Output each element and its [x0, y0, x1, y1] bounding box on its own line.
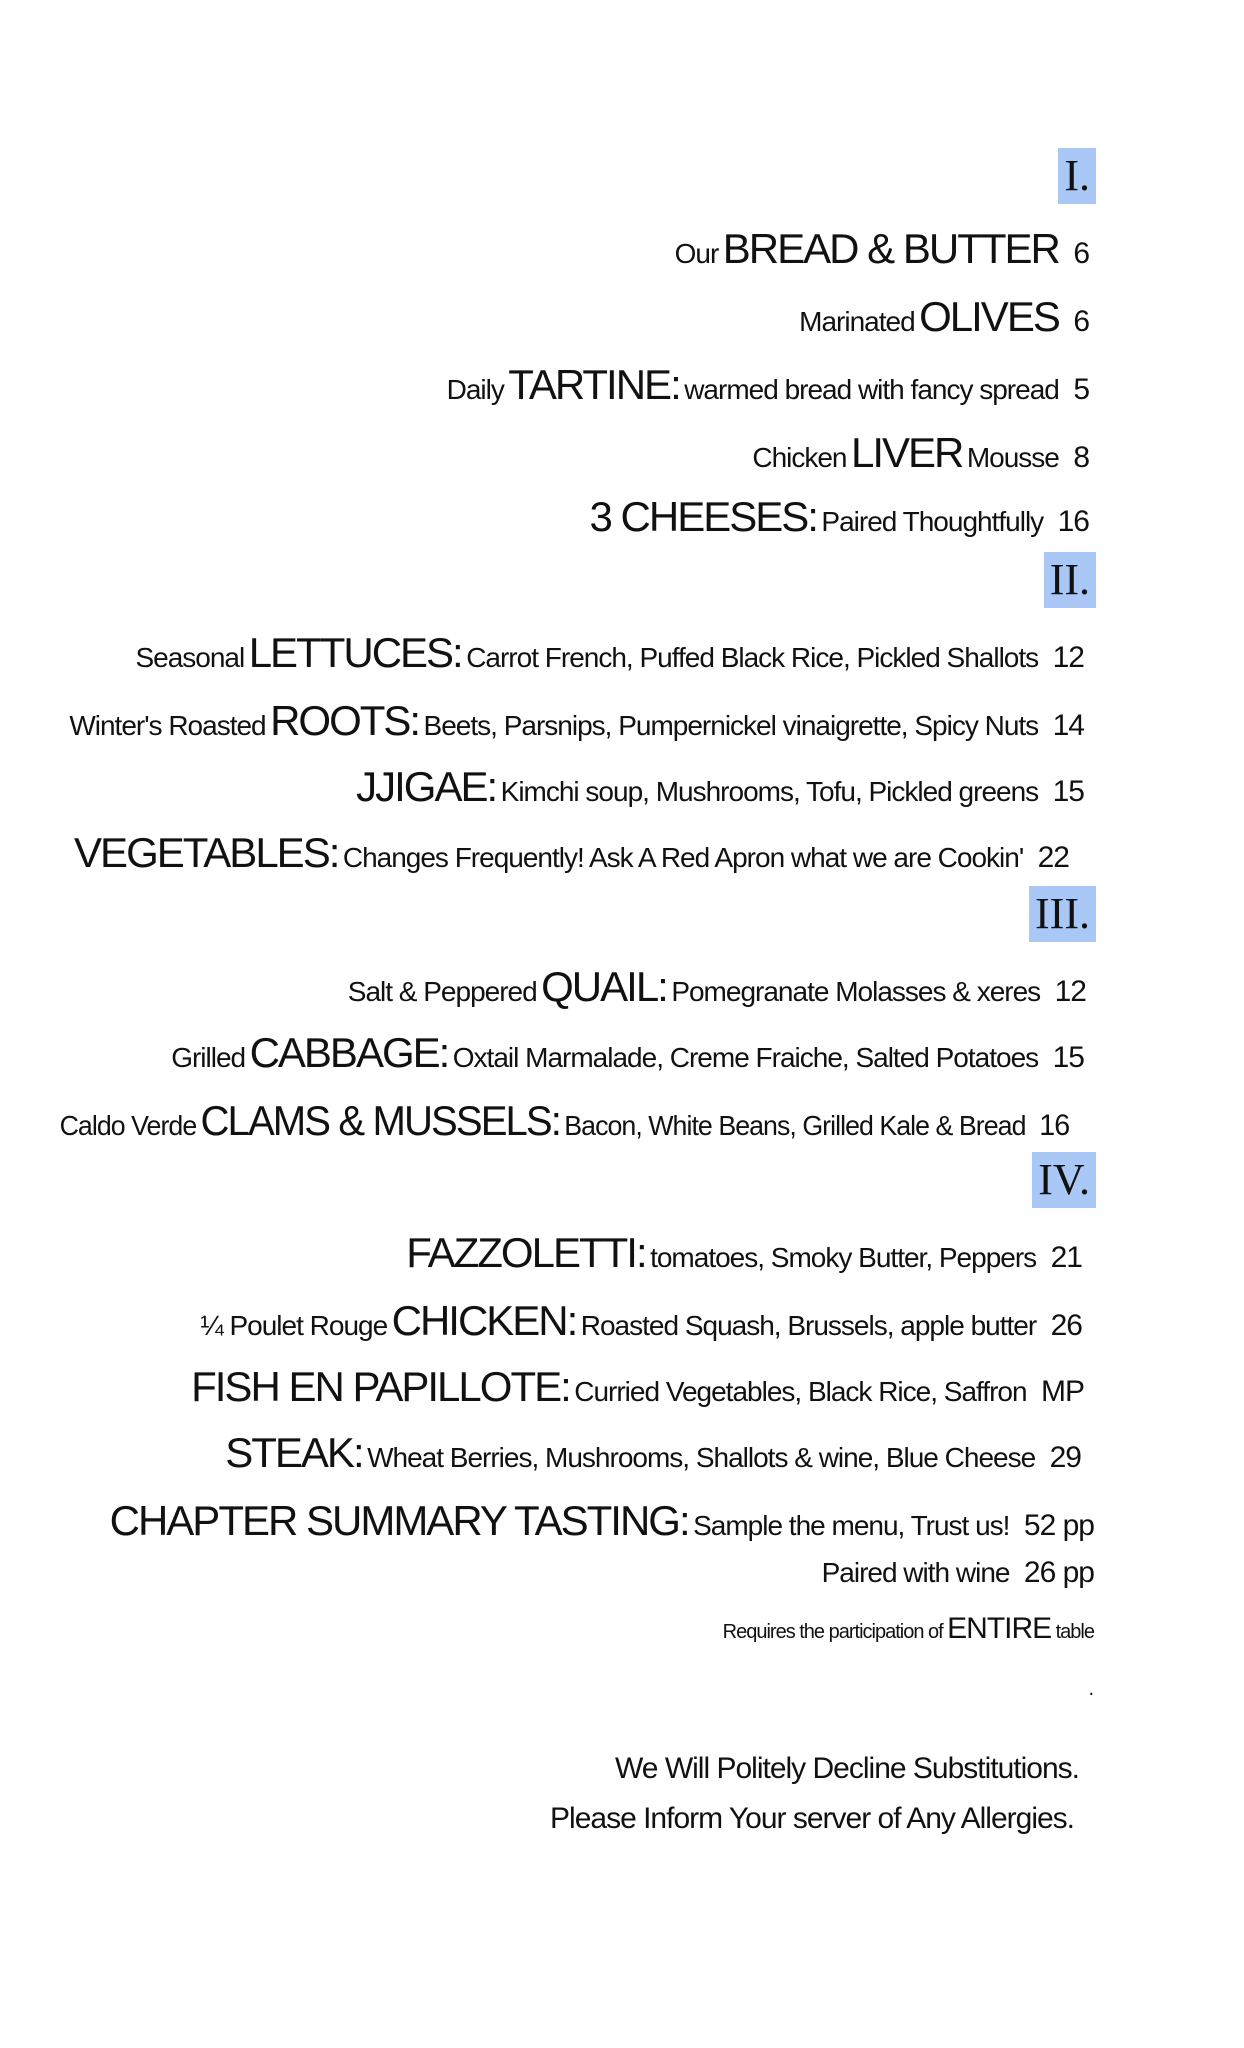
menu-item-jjigae — [356, 763, 1084, 810]
menu-item-tasting — [109, 1497, 1094, 1544]
item-name: CABBAGE: — [249, 1029, 449, 1076]
item-name: LETTUCES: — [248, 629, 462, 676]
item-name: ROOTS: — [270, 697, 420, 744]
item-prefix: Seasonal — [135, 642, 245, 673]
item-description: Carrot French, Puffed Black Rice, Pickled Shallots — [466, 642, 1039, 673]
menu-item-cheeses — [589, 493, 1089, 540]
item-name: CHAPTER SUMMARY TASTING: — [109, 1497, 689, 1544]
item-price: 16 — [1039, 1109, 1069, 1142]
item-price: 52 pp — [1023, 1509, 1094, 1542]
tasting-wine-pairing — [822, 1558, 1094, 1588]
menu-item-fish — [191, 1363, 1084, 1410]
item-name: VEGETABLES: — [74, 829, 339, 876]
item-price: 29 — [1049, 1441, 1081, 1474]
item-name: BREAD & BUTTER — [722, 225, 1059, 272]
item-price: 5 — [1073, 373, 1089, 406]
item-price: 26 — [1050, 1309, 1082, 1342]
item-description: tomatoes, Smoky Butter, Peppers — [650, 1242, 1037, 1273]
menu-item-liver — [752, 429, 1089, 476]
item-price: MP — [1041, 1375, 1084, 1408]
menu-item-chicken — [200, 1297, 1082, 1344]
menu-item-bread — [674, 225, 1089, 272]
item-description: Mousse — [966, 442, 1059, 473]
item-prefix: Caldo Verde — [59, 1110, 196, 1141]
wine-pairing-label: Paired with wine — [821, 1557, 1010, 1588]
stray-dot: . — [1088, 1678, 1094, 1700]
tasting-note-suffix: table — [1055, 1621, 1094, 1643]
section-marker-1: I. — [1058, 148, 1096, 204]
item-name: STEAK: — [225, 1429, 363, 1476]
item-description: Kimchi soup, Mushrooms, Tofu, Pickled greens — [500, 776, 1039, 807]
item-description: Roasted Squash, Brussels, apple butter — [580, 1310, 1037, 1341]
item-description: Oxtail Marmalade, Creme Fraiche, Salted Potatoes — [452, 1042, 1039, 1073]
menu-item-steak — [225, 1429, 1081, 1476]
item-price: 12 — [1054, 975, 1086, 1008]
item-prefix: Winter's Roasted — [69, 710, 266, 741]
menu-item-vegetables — [74, 829, 1069, 876]
menu-item-fazzoletti — [406, 1229, 1082, 1276]
section-marker-2: II. — [1044, 552, 1096, 608]
menu-item-cabbage — [171, 1029, 1084, 1076]
item-price: 12 — [1052, 641, 1084, 674]
item-name: JJIGAE: — [356, 763, 497, 810]
item-description: Curried Vegetables, Black Rice, Saffron — [574, 1376, 1027, 1407]
item-price: 21 — [1050, 1241, 1082, 1274]
item-price: 16 — [1057, 505, 1089, 538]
menu-item-roots — [69, 697, 1084, 744]
item-price: 14 — [1052, 709, 1084, 742]
item-description: Pomegranate Molasses & xeres — [671, 976, 1041, 1007]
item-name: CHICKEN: — [391, 1297, 577, 1344]
item-description: Sample the menu, Trust us! — [693, 1510, 1010, 1541]
menu-item-clams — [59, 1097, 1069, 1144]
menu-item-tartine — [446, 361, 1089, 408]
item-prefix: Chicken — [752, 442, 847, 473]
item-description: Bacon, White Beans, Grilled Kale & Bread — [564, 1110, 1026, 1141]
item-name: 3 CHEESES: — [589, 493, 817, 540]
item-name: OLIVES — [919, 293, 1059, 340]
item-prefix: Grilled — [171, 1042, 246, 1073]
footer-substitutions: We Will Politely Decline Substitutions. — [615, 1752, 1079, 1785]
item-description: Paired Thoughtfully — [821, 506, 1044, 537]
section-marker-4: IV. — [1032, 1152, 1096, 1208]
tasting-note — [723, 1614, 1094, 1644]
tasting-note-emphasis: ENTIRE — [947, 1612, 1052, 1645]
item-price: 6 — [1073, 305, 1089, 338]
item-prefix: Daily — [446, 374, 504, 405]
item-prefix: ¼ Poulet Rouge — [200, 1310, 388, 1341]
item-prefix: Marinated — [799, 306, 915, 337]
wine-pairing-price: 26 pp — [1023, 1556, 1094, 1589]
item-name: LIVER — [850, 429, 963, 476]
item-prefix: Our — [674, 238, 719, 269]
item-description: warmed bread with fancy spread — [684, 374, 1059, 405]
menu-item-quail — [347, 963, 1086, 1010]
item-description: Changes Frequently! Ask A Red Apron what we are Cookin' — [342, 842, 1024, 873]
menu-item-olives — [799, 293, 1089, 340]
menu-item-lettuces — [135, 629, 1084, 676]
item-name: TARTINE: — [508, 361, 680, 408]
item-prefix: Salt & Peppered — [347, 976, 537, 1007]
item-price: 8 — [1073, 441, 1089, 474]
item-price: 15 — [1052, 775, 1084, 808]
item-price: 6 — [1073, 237, 1089, 270]
item-price: 15 — [1052, 1041, 1084, 1074]
item-name: FISH EN PAPILLOTE: — [191, 1363, 570, 1410]
item-price: 22 — [1037, 841, 1069, 874]
footer-allergies: Please Inform Your server of Any Allergies. — [550, 1802, 1074, 1835]
item-name: QUAIL: — [541, 963, 667, 1010]
item-name: CLAMS & MUSSELS: — [200, 1097, 560, 1144]
item-description: Wheat Berries, Mushrooms, Shallots & wine, Blue Cheese — [367, 1442, 1036, 1473]
item-description: Beets, Parsnips, Pumpernickel vinaigrette, Spicy Nuts — [423, 710, 1039, 741]
item-name: FAZZOLETTI: — [406, 1229, 646, 1276]
tasting-note-prefix: Requires the participation of — [722, 1621, 943, 1643]
section-marker-3: III. — [1029, 886, 1096, 942]
